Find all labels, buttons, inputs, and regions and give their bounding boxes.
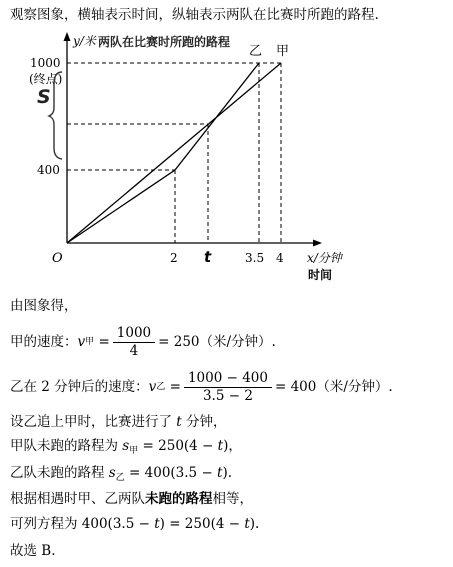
l8-text-a: 可列方程为 400(3.5 −: [10, 516, 155, 532]
x-tick-t: t: [204, 248, 212, 266]
distance-time-graph: [0, 26, 453, 290]
l8-text-b: ) = 250(4 −: [159, 516, 245, 532]
y-axis-arrow: [64, 32, 71, 41]
l6-var-t: t: [217, 465, 223, 481]
solution-line-3: 乙在 2 分钟后的速度： v 乙 = $\frac{1000 - 400}{3.5 - 2}$ = 400（米/分钟）.: [10, 369, 393, 404]
solution-line-8: [10, 515, 259, 533]
l7-text-b: 相等，: [212, 491, 253, 507]
jia-speed-prefix: 甲的速度：: [10, 334, 78, 350]
x-tick-2: 2: [170, 251, 178, 265]
yi-speed-sub: 乙: [156, 382, 166, 392]
solution-line-4: [10, 413, 227, 431]
l8-var-t2: t: [244, 516, 250, 532]
l8-text-c: ).: [249, 516, 260, 532]
solution-line-1: 由图象得，: [10, 298, 78, 314]
solution-line-2: 甲的速度： v 甲 = $\frac{1000}{4}$ = 250（米/分钟）.: [10, 324, 276, 359]
jia-speed-sub: 甲: [85, 337, 95, 347]
y-tick-400: 400: [37, 163, 60, 177]
yi-speed-numerator: 1000 − 400: [184, 371, 272, 388]
yi-speed-prefix: 乙在 2 分钟后的速度：: [10, 379, 149, 395]
x-axis-label: x/分钟: [307, 251, 342, 265]
series-label-jia: 甲: [276, 44, 290, 59]
l6-text-c: ).: [222, 465, 233, 481]
l4-text-b: 分钟，: [181, 414, 227, 430]
x-handwritten-label: 时间: [308, 268, 333, 282]
yi-speed-var: v: [148, 379, 157, 395]
series-yi-line: [67, 63, 259, 243]
handwritten-title: 两队在比赛时所跑的路程: [98, 35, 231, 49]
l4-text-a: 设乙追上甲时，比赛进行了: [10, 414, 177, 430]
jia-speed-numerator: 1000: [113, 326, 155, 343]
l5-text-a: 甲队未跑的路程为: [10, 438, 123, 454]
l6-var-s: s: [108, 465, 116, 481]
yi-speed-result: = 400（米/分钟）.: [274, 379, 393, 395]
s-label: S: [37, 86, 51, 108]
l6-text-a: 乙队未跑的路程: [10, 465, 109, 481]
solution-line-7: [10, 490, 253, 508]
solution-line-6: [10, 464, 232, 487]
intro-text: 观察图象，横轴表示时间，纵轴表示两队在比赛时所跑的路程.: [10, 7, 379, 23]
jia-speed-denominator: 4: [129, 342, 139, 359]
l6-text-b: = 400(3.5 −: [124, 465, 218, 481]
jia-speed-result: = 250（米/分钟）.: [158, 334, 276, 350]
l5-var-t: t: [217, 438, 224, 454]
jia-speed-fraction: [113, 326, 155, 359]
x-tick-3p5: 3.5: [245, 251, 265, 265]
end-note: (终点): [29, 72, 63, 86]
l5-text-b: = 250(4 −: [138, 438, 218, 454]
series-jia-line: [67, 63, 281, 243]
l5-var-s: s: [122, 438, 130, 454]
l6-sub: 乙: [115, 473, 125, 483]
origin-label: O: [52, 251, 63, 266]
yi-speed-denominator: 3.5 − 2: [202, 387, 253, 404]
solution-line-5: [10, 437, 242, 460]
y-axis-label: y/米: [73, 34, 96, 48]
l7-bold-text: 未跑的路程: [145, 491, 213, 507]
x-axis-arrow: [313, 240, 322, 247]
series-label-yi: 乙: [249, 44, 263, 59]
jia-speed-var: v: [77, 334, 86, 350]
l5-text-c: )，: [223, 438, 242, 454]
l5-sub: 甲: [129, 446, 139, 456]
yi-speed-fraction: [184, 371, 272, 404]
x-tick-4: 4: [276, 251, 284, 265]
l7-text-a: 根据相遇时甲、乙两队: [10, 491, 145, 507]
y-tick-1000: 1000: [30, 56, 61, 70]
solution-line-9: 故选 B.: [10, 543, 56, 559]
l8-var-t1: t: [154, 516, 160, 532]
l4-var-t: t: [176, 414, 182, 430]
